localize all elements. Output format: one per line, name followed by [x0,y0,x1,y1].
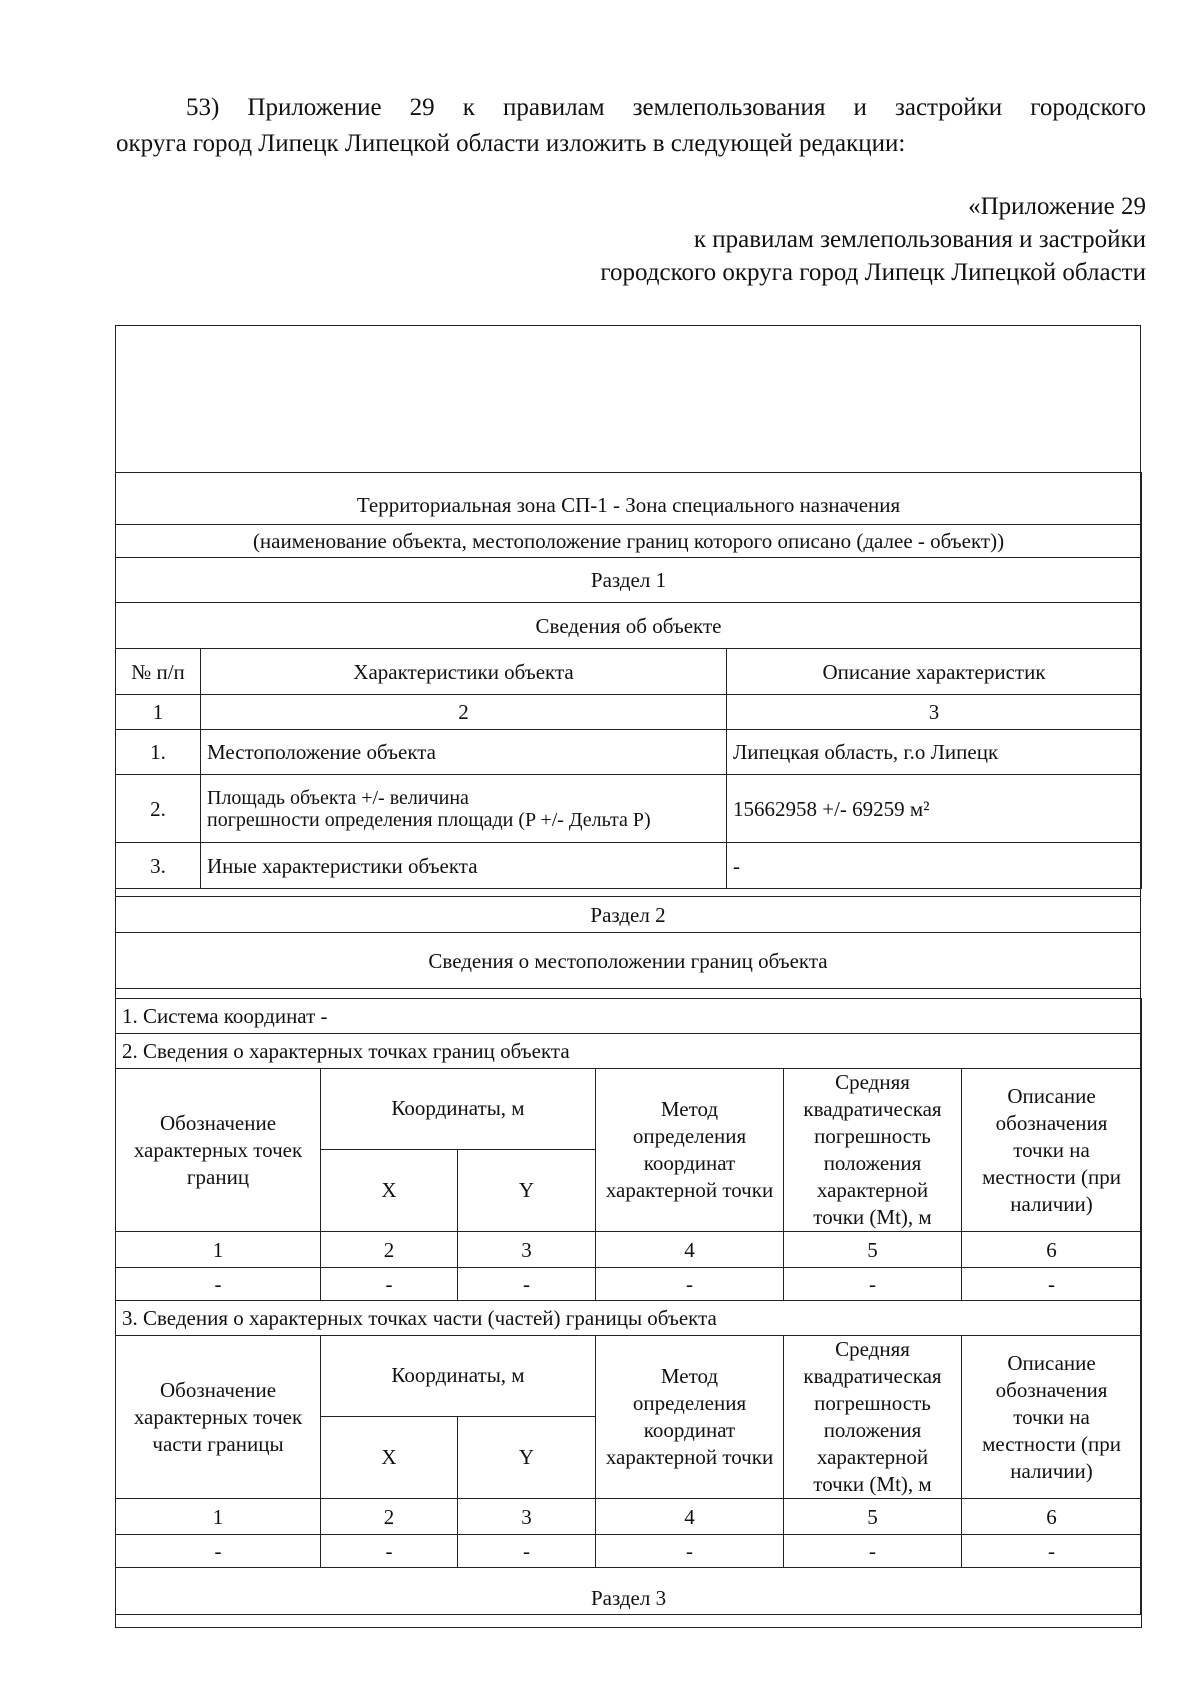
col-number: 4 [596,1232,784,1268]
col-number: 1 [116,1232,321,1268]
col-number: 3 [727,695,1142,730]
col-number: 2 [321,1232,458,1268]
col-number: 1 [116,1499,321,1535]
row-value: 15662958 +/- 69259 м² [727,775,1142,843]
col-number: 3 [458,1499,596,1535]
head-coords: Координаты, м [321,1069,596,1150]
appendix-line-3: городского округа город Липецк Липецкой области [600,259,1146,286]
col-number: 5 [784,1499,962,1535]
row-number: 2. [116,775,201,843]
head-description: Описание обозначения точки на местности (при наличии) [962,1069,1142,1232]
points-title: 2. Сведения о характерных точках границ объекта [116,1034,1142,1069]
head-y: Y [458,1416,596,1498]
cell: - [116,1268,321,1301]
intro-paragraph [116,90,1146,162]
head-designation: Обозначение характерных точек части границы [116,1336,321,1499]
head-coords: Координаты, м [321,1336,596,1417]
col-head-characteristics: Характеристики объекта [201,649,727,695]
cell: - [321,1535,458,1568]
col-number: 6 [962,1232,1142,1268]
head-method: Метод определения координат характерной точки [596,1336,784,1499]
cell: - [962,1535,1142,1568]
row-name [201,775,727,843]
section2-title: Раздел 2 [116,897,1141,933]
section2-header-table [115,896,1141,989]
intro-line-2: округа город Липецк Липецкой области изложить в следующей редакции: [116,130,906,157]
head-description: Описание обозначения точки на местности (при наличии) [962,1336,1142,1499]
col-number: 6 [962,1499,1142,1535]
cell: - [784,1268,962,1301]
cell: - [321,1268,458,1301]
head-designation: Обозначение характерных точек границ [116,1069,321,1232]
appendix-line-2: к правилам землепользования и застройки [693,226,1146,253]
table-row [116,775,1142,843]
section2-subtitle: Сведения о местоположении границ объекта [116,933,1141,989]
col-number: 2 [321,1499,458,1535]
col-number: 4 [596,1499,784,1535]
row-name: Местоположение объекта [201,730,727,775]
appendix-line-1: «Приложение 29 [968,193,1146,220]
section1-subtitle: Сведения об объекте [116,603,1142,649]
row-name-line-2: погрешности определения площади (P +/- Дельта P) [207,808,651,831]
cell: - [596,1535,784,1568]
zone-caption: (наименование объекта, местоположение границ которого описано (далее - объект)) [116,525,1142,558]
table-row [116,843,1142,889]
section3-title: Раздел 3 [116,1568,1142,1628]
head-error: Средняя квадратическая погрешность положения характерной точки (Mt), м [784,1336,962,1499]
cell: - [458,1535,596,1568]
intro-line-1: 53) Приложение 29 к правилам землепользования и застройки городского [186,94,1146,121]
table-row [116,1268,1142,1301]
cell: - [784,1535,962,1568]
table-row [116,1535,1142,1568]
appendix-heading [600,190,1146,289]
row-number: 3. [116,843,201,889]
col-number: 2 [201,695,727,730]
section1-title: Раздел 1 [116,558,1142,603]
cell: - [962,1268,1142,1301]
cell: - [596,1268,784,1301]
col-number: 5 [784,1232,962,1268]
cell: - [458,1268,596,1301]
col-number: 1 [116,695,201,730]
row-value: - [727,843,1142,889]
col-number: 3 [458,1232,596,1268]
col-head-number: № п/п [116,649,201,695]
head-x: X [321,1416,458,1498]
row-name: Иные характеристики объекта [201,843,727,889]
table-row [116,730,1142,775]
head-x: X [321,1149,458,1231]
cell: - [116,1535,321,1568]
coord-system: 1. Система координат - [116,999,1142,1034]
zone-title: Территориальная зона СП-1 - Зона специального назначения [116,473,1142,525]
section2-points-table [115,998,1142,1628]
col-head-description: Описание характеристик [727,649,1142,695]
row-name-line-1: Площадь объекта +/- величина [207,786,469,809]
parts-title: 3. Сведения о характерных точках части (частей) границы объекта [116,1301,1142,1336]
head-error: Средняя квадратическая погрешность положения характерной точки (Mt), м [784,1069,962,1232]
row-number: 1. [116,730,201,775]
head-y: Y [458,1149,596,1231]
section1-table [115,472,1142,889]
head-method: Метод определения координат характерной точки [596,1069,784,1232]
row-value: Липецкая область, г.о Липецк [727,730,1142,775]
